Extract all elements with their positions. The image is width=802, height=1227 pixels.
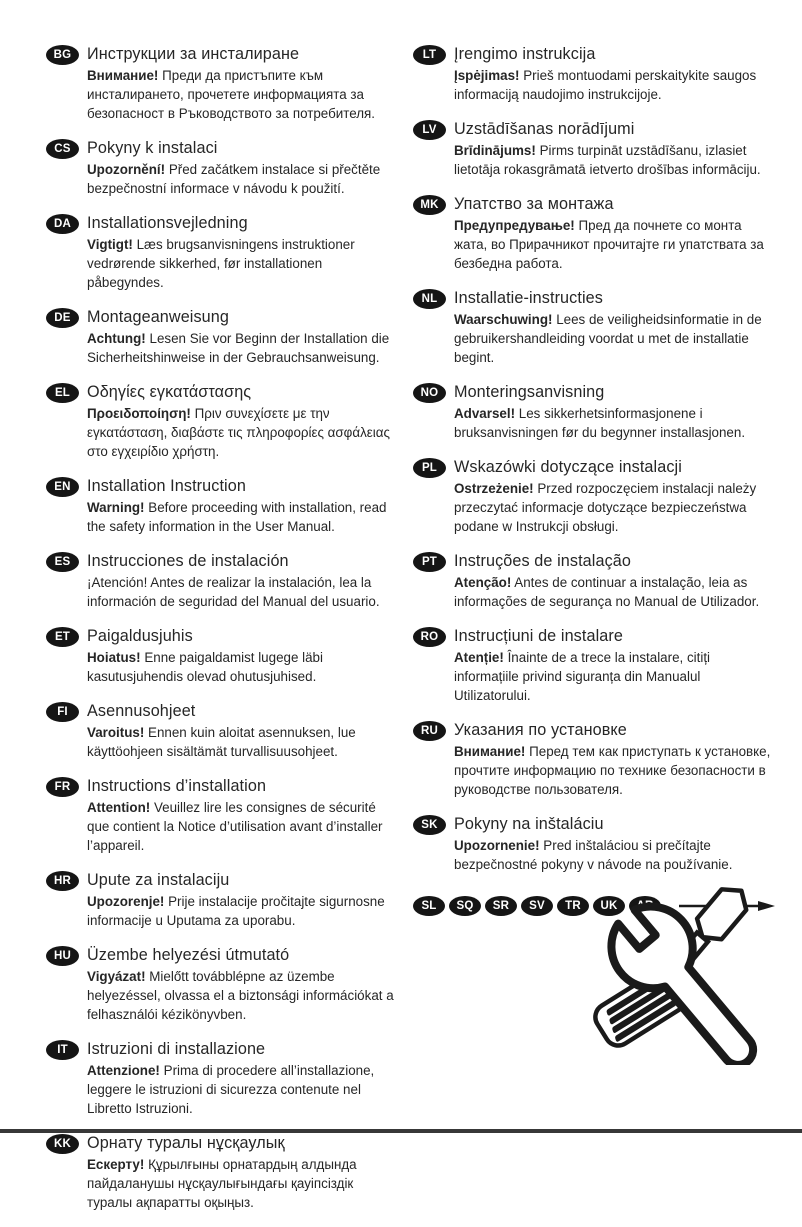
language-code-badge: MK [413, 195, 446, 215]
section-title: Орнату туралы нұсқаулық [87, 1134, 285, 1152]
section-title: Installation Instruction [87, 477, 246, 495]
section-title: Инструкции за инсталиране [87, 45, 300, 63]
language-code-badge: ET [46, 627, 79, 647]
body-text: Преди да пристъпите към инсталирането, прочетете информацията за безопасност в Ръководството за потребителя. [87, 68, 376, 121]
body-text: Læs brugsanvisningens instruktioner vedrørende sikkerhed, før installationen påbegyndes. [87, 237, 355, 290]
body-text: Antes de realizar la instalación, lea la información de seguridad del Manual del usuario. [87, 575, 380, 609]
language-code-badge: IT [46, 1040, 79, 1060]
section-body [454, 742, 777, 799]
section-body [454, 404, 777, 442]
section-text [454, 626, 777, 705]
section-title: Monteringsanvisning [454, 383, 605, 401]
body-text: Mielőtt továbblépne az üzembe helyezéssel, olvassa el a biztonsági információkat a felhasználói kézikönyvben. [87, 969, 394, 1022]
language-section-pl [413, 457, 777, 536]
section-text [87, 1039, 398, 1118]
language-code-badge-sr: SR [485, 896, 517, 916]
section-title: Pokyny na inštaláciu [454, 815, 604, 833]
section-body [454, 66, 777, 104]
language-code-badge-sl: SL [413, 896, 445, 916]
body-text: Lees de veiligheidsinformatie in de gebruikershandleiding voordat u met de installatie begint. [454, 312, 762, 365]
section-title: Uzstādīšanas norādījumi [454, 120, 635, 138]
language-section-sk [413, 814, 777, 874]
language-section-it [46, 1039, 398, 1118]
language-section-hr [46, 870, 398, 930]
page-footer-line [0, 1129, 802, 1133]
warning-label: Upozornění! [87, 162, 166, 177]
language-code-badge-tr: TR [557, 896, 589, 916]
warning-label: Įspėjimas! [454, 68, 520, 83]
warning-label: Advarsel! [454, 406, 516, 421]
section-text [454, 194, 777, 273]
section-body [87, 723, 398, 761]
warning-label: Brīdinājums! [454, 143, 536, 158]
body-text: Prije instalacije pročitajte sigurnosne informacije u Uputama za uporabu. [87, 894, 385, 928]
warning-label: Upozornenie! [454, 838, 540, 853]
language-code-badge: ES [46, 552, 79, 572]
warning-label: ¡Atención! [87, 575, 148, 590]
body-text: Przed rozpoczęciem instalacji należy przeczytać informacje dotyczące bezpieczeństwa podane w Instrukcji obsługi. [454, 481, 757, 534]
section-text [87, 1133, 398, 1212]
wrench-screwdriver-svg [563, 878, 759, 1065]
section-body [454, 648, 777, 705]
body-text: Veuillez lire les consignes de sécurité que contient la Notice d’utilisation avant d’installer l’appareil. [87, 800, 383, 853]
language-section-fr [46, 776, 398, 855]
section-title: Paigaldusjuhis [87, 627, 193, 645]
warning-label: Attenzione! [87, 1063, 160, 1078]
body-text: Antes de continuar a instalação, leia as informações de segurança no Manual de Utilizador. [454, 575, 760, 609]
section-body [454, 479, 777, 536]
section-title: Installatie-instructies [454, 289, 603, 307]
language-code-badge: FI [46, 702, 79, 722]
section-text [87, 213, 398, 292]
section-body [87, 498, 398, 536]
section-body [87, 404, 398, 461]
language-code-badge-sq: SQ [449, 896, 481, 916]
language-section-mk [413, 194, 777, 273]
body-text: Înainte de a trece la instalare, citiți informațiile privind siguranța din Manualul Utilizatorului. [454, 650, 711, 703]
language-code-badge: EN [46, 477, 79, 497]
language-code-badge: BG [46, 45, 79, 65]
warning-label: Предупредување! [454, 218, 575, 233]
warning-label: Внимание! [87, 68, 159, 83]
language-section-hu [46, 945, 398, 1024]
right-column [413, 44, 777, 916]
section-title: Üzembe helyezési útmutató [87, 946, 290, 964]
section-title: Wskazówki dotyczące instalacji [454, 458, 682, 476]
section-text [454, 551, 777, 611]
language-code-badge: NL [413, 289, 446, 309]
section-body [87, 573, 398, 611]
section-title: Installationsvejledning [87, 214, 248, 232]
section-body [87, 1155, 398, 1212]
language-section-no [413, 382, 777, 442]
body-text: Lesen Sie vor Beginn der Installation die Sicherheitshinweise in der Gebrauchsanweisung. [87, 331, 390, 365]
language-section-es [46, 551, 398, 611]
section-title: Pokyny k instalaci [87, 139, 218, 157]
section-title: Instructions d’installation [87, 777, 267, 795]
warning-label: Vigtigt! [87, 237, 133, 252]
language-section-pt [413, 551, 777, 611]
section-text [87, 476, 398, 536]
section-text [87, 307, 398, 367]
language-code-badge: SK [413, 815, 446, 835]
section-text [87, 551, 398, 611]
language-code-badge: PT [413, 552, 446, 572]
body-text: Enne paigaldamist lugege läbi kasutusjuhendis olevad ohutusjuhised. [87, 650, 323, 684]
language-code-badge: DA [46, 214, 79, 234]
section-title: Οδηγίες εγκατάστασης [87, 383, 252, 401]
body-text: Prieš montuodami perskaitykite saugos informaciją naudojimo instrukcijoje. [454, 68, 757, 102]
section-text [454, 288, 777, 367]
section-body [87, 329, 398, 367]
section-body [87, 1061, 398, 1118]
wrench-screwdriver-icon [563, 878, 759, 1070]
body-text: Prima di procedere all’installazione, leggere le istruzioni di sicurezza contenute nel Libretto Istruzioni. [87, 1063, 375, 1116]
section-title: Įrengimo instrukcija [454, 45, 596, 63]
language-code-badge-sv: SV [521, 896, 553, 916]
language-section-ro [413, 626, 777, 705]
section-text [87, 138, 398, 198]
body-text: Pred inštaláciou si prečítajte bezpečnostné pokyny v návode na používanie. [454, 838, 733, 872]
section-title: Asennusohjeet [87, 702, 196, 720]
language-section-lv [413, 119, 777, 179]
section-title: Instrucciones de instalación [87, 552, 289, 570]
section-title: Упатство за монтажа [454, 195, 614, 213]
warning-label: Ескерту! [87, 1157, 145, 1172]
language-code-badge: LT [413, 45, 446, 65]
language-code-badge: EL [46, 383, 79, 403]
language-code-badge: FR [46, 777, 79, 797]
section-text [454, 382, 777, 442]
section-body [454, 573, 777, 611]
warning-label: Внимание! [454, 744, 526, 759]
language-section-el [46, 382, 398, 461]
warning-label: Atenção! [454, 575, 512, 590]
warning-label: Προειδοποίηση! [87, 406, 191, 421]
language-section-fi [46, 701, 398, 761]
section-text [454, 720, 777, 799]
warning-label: Attention! [87, 800, 151, 815]
section-title: Istruzioni di installazione [87, 1040, 266, 1058]
body-text: Before proceeding with installation, read the safety information in the User Manual. [87, 500, 387, 534]
language-code-badge: RU [413, 721, 446, 741]
section-body [454, 141, 777, 179]
body-text: Pirms turpināt uzstādīšanu, izlasiet lietotāja rokasgrāmatā ietverto drošības informāciju. [454, 143, 761, 177]
section-title: Instrucțiuni de instalare [454, 627, 623, 645]
language-code-badge: HU [46, 946, 79, 966]
section-body [454, 836, 777, 874]
section-text [454, 457, 777, 536]
section-text [454, 814, 777, 874]
warning-label: Vigyázat! [87, 969, 146, 984]
warning-label: Ostrzeżenie! [454, 481, 534, 496]
section-body [87, 648, 398, 686]
section-text [87, 626, 398, 686]
language-code-badge: DE [46, 308, 79, 328]
language-section-cs [46, 138, 398, 198]
section-title: Upute za instalaciju [87, 871, 230, 889]
body-text: Před začátkem instalace si přečtěte bezpečnostní informace v návodu k použití. [87, 162, 381, 196]
section-text [454, 119, 777, 179]
warning-label: Atenție! [454, 650, 504, 665]
body-text: Πριν συνεχίσετε με την εγκατάσταση, διαβάστε τις πληροφορίες ασφάλειας στο εγχειρίδιο χρήστη. [87, 406, 390, 459]
section-text [454, 44, 777, 104]
section-body [87, 967, 398, 1024]
language-section-et [46, 626, 398, 686]
language-code-badge: CS [46, 139, 79, 159]
left-column [46, 44, 398, 1227]
warning-label: Varoitus! [87, 725, 145, 740]
section-text [87, 44, 398, 123]
section-body [87, 798, 398, 855]
language-section-en [46, 476, 398, 536]
body-text: Перед тем как приступать к установке, прочтите информацию по технике безопасности в руководстве пользователя. [454, 744, 771, 797]
body-text: Les sikkerhetsinformasjonene i bruksanvisningen før du begynner installasjonen. [454, 406, 746, 440]
warning-label: Warning! [87, 500, 145, 515]
section-body [87, 160, 398, 198]
language-section-da [46, 213, 398, 292]
section-title: Указания по установке [454, 721, 627, 739]
language-section-kk [46, 1133, 398, 1212]
section-text [87, 870, 398, 930]
body-text: Құрылғыны орнатардың алдында пайдаланушы нұсқаулығындағы қауіпсіздік туралы ақпаратты оқыңыз. [87, 1157, 357, 1210]
language-code-badge: NO [413, 383, 446, 403]
language-section-bg [46, 44, 398, 123]
section-text [87, 382, 398, 461]
section-body [454, 216, 777, 273]
section-text [87, 945, 398, 1024]
section-body [87, 235, 398, 292]
language-code-badge: PL [413, 458, 446, 478]
section-title: Instruções de instalação [454, 552, 631, 570]
warning-label: Waarschuwing! [454, 312, 553, 327]
warning-label: Hoiatus! [87, 650, 141, 665]
section-title: Montageanweisung [87, 308, 229, 326]
section-body [87, 66, 398, 123]
language-section-lt [413, 44, 777, 104]
language-code-badge: LV [413, 120, 446, 140]
language-section-ru [413, 720, 777, 799]
language-code-badge-uk: UK [593, 896, 625, 916]
section-text [87, 701, 398, 761]
section-body [87, 892, 398, 930]
warning-label: Achtung! [87, 331, 146, 346]
language-code-badge: KK [46, 1134, 79, 1154]
section-body [454, 310, 777, 367]
body-text: Пред да почнете со монта жата, во Прирачникот прочитајте ги упатствата за безбедна работа. [454, 218, 764, 271]
language-section-nl [413, 288, 777, 367]
section-text [87, 776, 398, 855]
body-text: Ennen kuin aloitat asennuksen, lue käyttöohjeen sisältämät turvallisuusohjeet. [87, 725, 356, 759]
right-sections [413, 44, 777, 874]
language-code-badge: RO [413, 627, 446, 647]
warning-label: Upozorenje! [87, 894, 165, 909]
language-section-de [46, 307, 398, 367]
language-code-badge: HR [46, 871, 79, 891]
